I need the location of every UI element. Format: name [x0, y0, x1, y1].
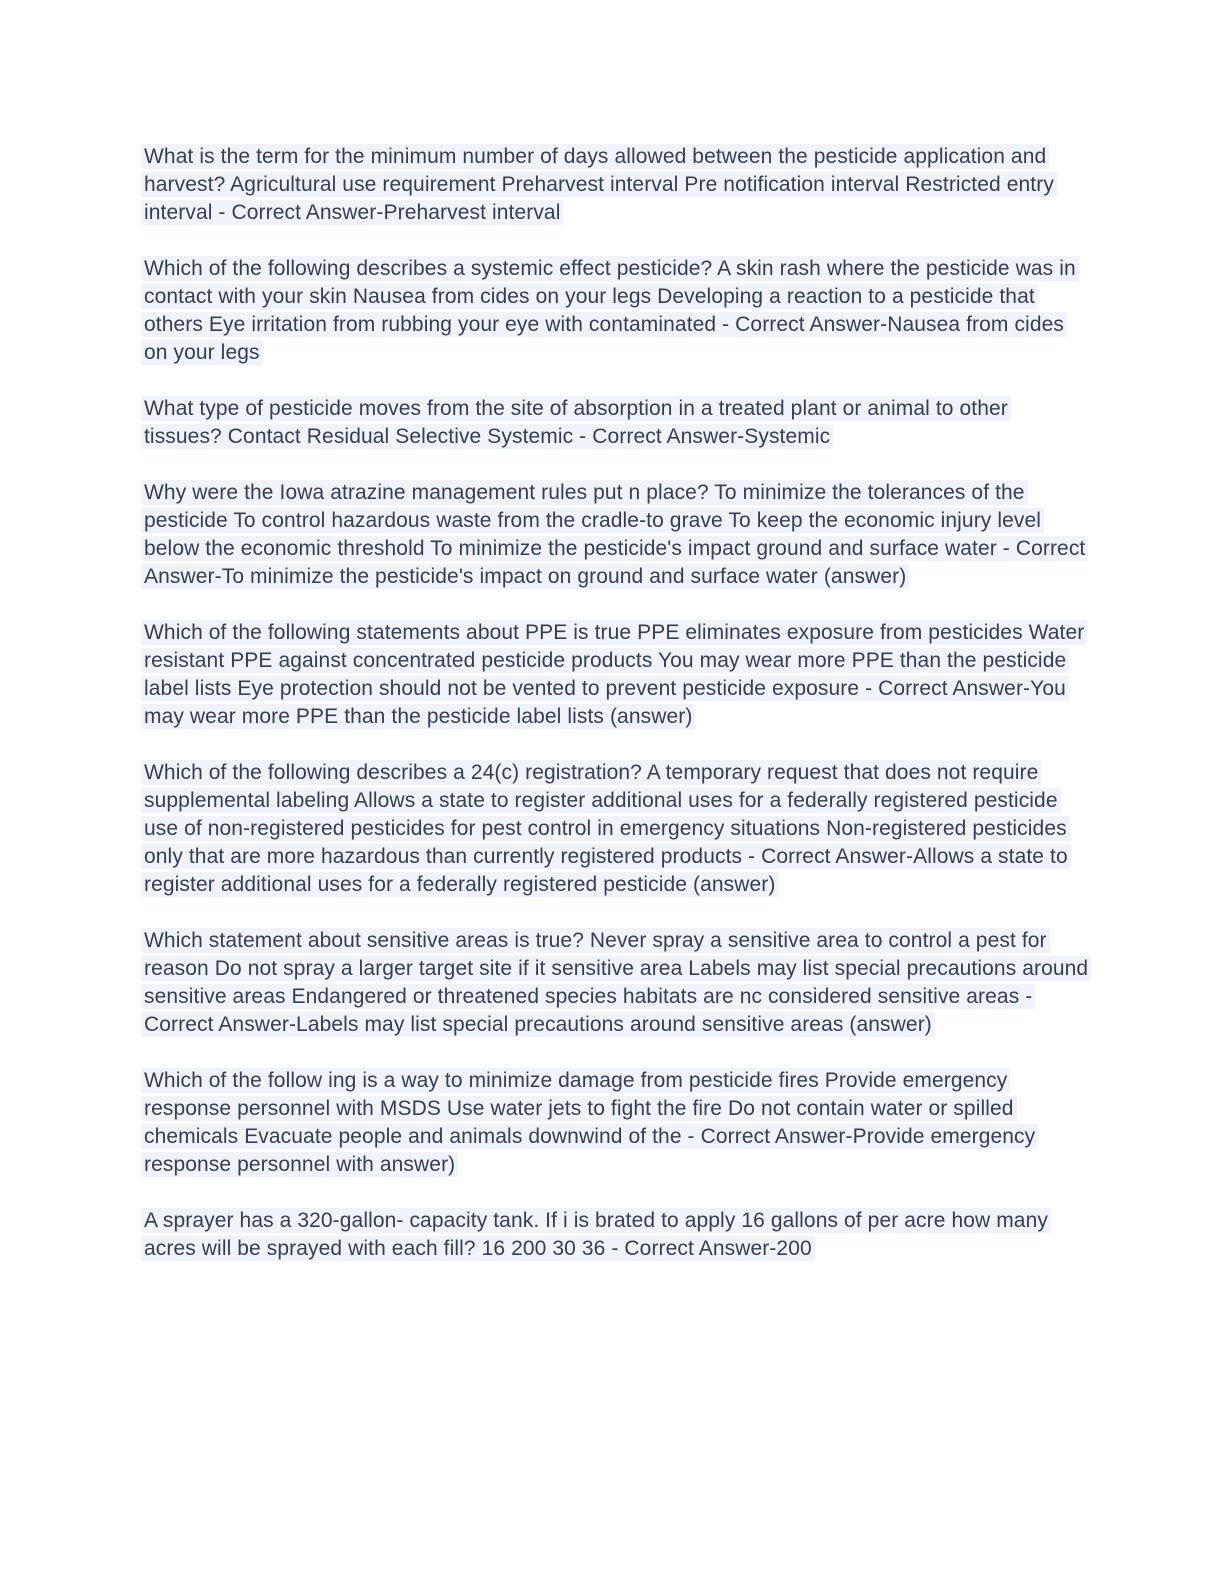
paragraph [141, 143, 1089, 227]
paragraph [141, 479, 1089, 591]
highlighted-text: What is the term for the minimum number of days allowed between the pesticide application and harvest? Agricultural use requirement Preharvest interval Pre notification interval Restricted entry interval - Correct Answer-Preharvest interval [141, 144, 1057, 225]
highlighted-text: What type of pesticide moves from the site of absorption in a treated plant or animal to other tissues? Contact Residual Selective Systemic - Correct Answer-Systemic [141, 396, 1011, 449]
paragraph [141, 927, 1089, 1039]
paragraph [141, 619, 1089, 731]
text-content [141, 143, 1089, 1263]
highlighted-text: Why were the Iowa atrazine management rules put n place? To minimize the tolerances of the pesticide To control hazardous waste from the cradle-to grave To keep the economic injury level below the economic threshold To minimize the pesticide's impact ground and surface water - Correct Answer-To minimize the pesticide's impact on ground and surface water (answer) [141, 480, 1088, 589]
highlighted-text: Which of the follow ing is a way to minimize damage from pesticide fires Provide emergency response personnel with MSDS Use water jets to fight the fire Do not contain water or spilled chemicals Evacuate people and animals downwind of the - Correct Answer-Provide emergency response personnel with answer) [141, 1068, 1038, 1177]
highlighted-text: Which statement about sensitive areas is true? Never spray a sensitive area to control a pest for reason Do not spray a larger target site if it sensitive area Labels may list special precautions around sensitive areas Endangered or threatened species habitats are nc considered sensitive areas - Correct Answer-Labels may list special precautions around sensitive areas (answer) [141, 928, 1091, 1037]
paragraph [141, 395, 1089, 451]
paragraph [141, 1207, 1089, 1263]
paragraph [141, 759, 1089, 899]
paragraph [141, 255, 1089, 367]
highlighted-text: Which of the following statements about PPE is true PPE eliminates exposure from pesticides Water resistant PPE against concentrated pesticide products You may wear more PPE than the pesticide label lists Eye protection should not be vented to prevent pesticide exposure - Correct Answer-You may wear more PPE than the pesticide label lists (answer) [141, 620, 1087, 729]
paragraph [141, 1067, 1089, 1179]
highlighted-text: Which of the following describes a 24(c) registration? A temporary request that does not require supplemental labeling Allows a state to register additional uses for a federally registered pesticide use of non-registered pesticides for pest control in emergency situations Non-registered pesticides only that are more hazardous than currently registered products - Correct Answer-Allows a state to register additional uses for a federally registered pesticide (answer) [141, 760, 1071, 897]
highlighted-text: A sprayer has a 320-gallon- capacity tank. If i is brated to apply 16 gallons of per acre how many acres will be sprayed with each fill? 16 200 30 36 - Correct Answer-200 [141, 1208, 1051, 1261]
highlighted-text: Which of the following describes a systemic effect pesticide? A skin rash where the pesticide was in contact with your skin Nausea from cides on your legs Developing a reaction to a pesticide that others Eye irritation from rubbing your eye with contaminated - Correct Answer-Nausea from cides on your legs [141, 256, 1079, 365]
